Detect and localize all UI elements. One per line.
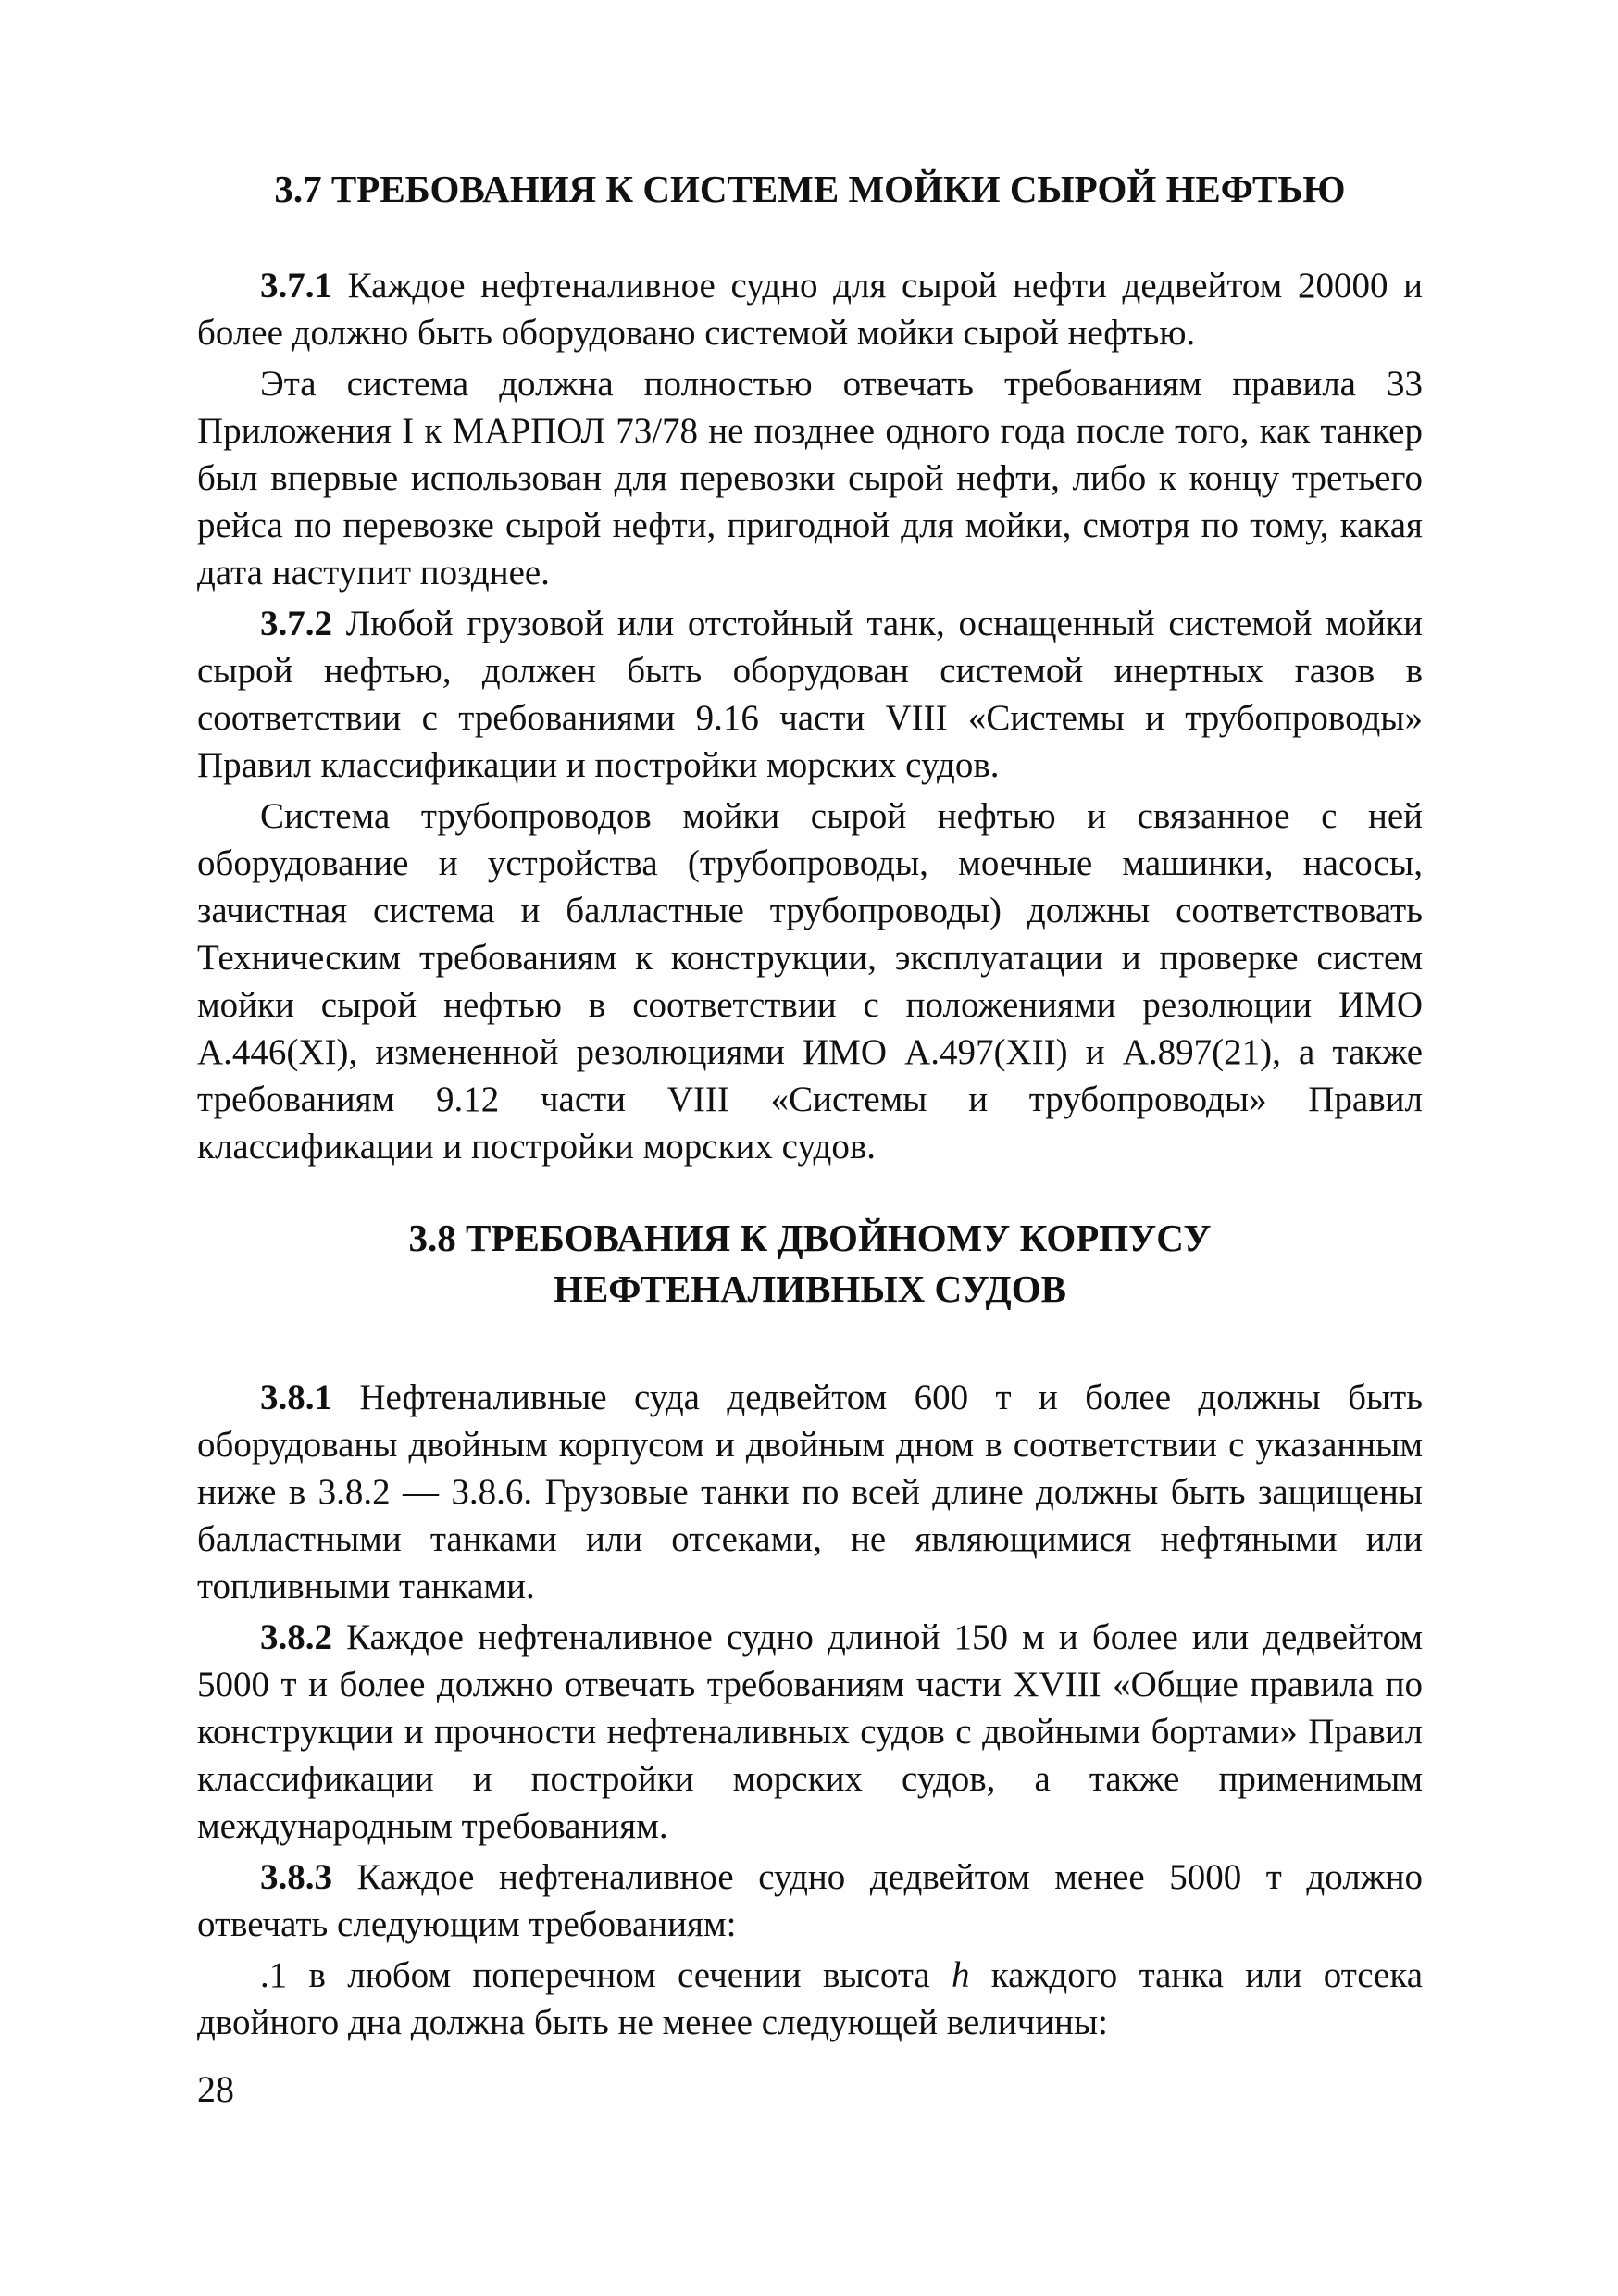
paragraph-3-7-2 <box>197 600 1423 789</box>
paragraph-number: 3.8.2 <box>260 1617 332 1657</box>
paragraph-3-7-2-continued <box>197 792 1423 1170</box>
paragraph-text: Нефтеналивные суда дедвейтом 600 т и более должны быть оборудованы двойным корпусом и двойным дном в соответствии с указанным ниже в 3.8.2 — 3.8.6. Грузовые танки по всей длине должны быть защищены балластными танками или отсеками, не являющимися нефтяными или топливными танками. <box>197 1378 1423 1606</box>
paragraph-3-7-1-continued <box>197 360 1423 596</box>
paragraph-3-8-2 <box>197 1614 1423 1850</box>
paragraph-text: Любой грузовой или отстойный танк, оснащенный системой мойки сырой нефтью, должен быть оборудован системой инертных газов в соответствии с требованиями 9.16 части VIII «Системы и трубопроводы» Правил классификации и постройки морских судов. <box>197 604 1423 785</box>
section-3-8-heading <box>197 1213 1423 1315</box>
paragraph-number: 3.7.1 <box>260 266 332 306</box>
section-3-8-body <box>197 1374 1423 2050</box>
section-3-8-heading-line-2: НЕФТЕНАЛИВНЫХ СУДОВ <box>554 1267 1066 1310</box>
paragraph-3-8-3 <box>197 1853 1423 1948</box>
section-3-7-heading: 3.7 ТРЕБОВАНИЯ К СИСТЕМЕ МОЙКИ СЫРОЙ НЕФТЬЮ <box>274 168 1346 210</box>
paragraph-3-7-1 <box>197 262 1423 356</box>
paragraph-text: каждого танка или отсека двойного дна должна быть не менее следующей величины: <box>197 1955 1424 2042</box>
section-3-8-heading-line-1: 3.8 ТРЕБОВАНИЯ К ДВОЙНОМУ КОРПУСУ <box>408 1217 1212 1259</box>
paragraph-text: .1 в любом поперечном сечении высота <box>260 1955 952 1995</box>
paragraph-number: 3.8.1 <box>260 1378 332 1417</box>
paragraph-3-8-1 <box>197 1374 1423 1610</box>
paragraph-text: Каждое нефтеналивное судно дедвейтом менее 5000 т должно отвечать следующим требованиям: <box>197 1857 1423 1944</box>
paragraph-text: Каждое нефтеналивное судно для сырой нефти дедвейтом 20000 и более должно быть оборудовано системой мойки сырой нефтью. <box>197 266 1423 353</box>
page-number: 28 <box>197 2068 234 2110</box>
paragraph-3-8-3-item-1 <box>197 1952 1423 2046</box>
variable-h: h <box>952 1955 970 1995</box>
paragraph-text: Каждое нефтеналивное судно длиной 150 м и более или дедвейтом 5000 т и более должно отвечать требованиям части XVIII «Общие правила по конструкции и прочности нефтеналивных судов с двойными бортами» Правил классификации и постройки морских судов, а также применимым международным требованиям. <box>197 1617 1423 1846</box>
section-3-7-body <box>197 262 1423 1174</box>
paragraph-text: Система трубопроводов мойки сырой нефтью и связанное с ней оборудование и устройства (трубопроводы, моечные машинки, насосы, зачистная система и балластные трубопроводы) должны соответствовать Техническим требованиям к конструкции, эксплуатации и проверке систем мойки сырой нефтью в соответствии с положениями резолюции ИМО А.446(XI), измененной резолюциями ИМО А.497(XII) и А.897(21), а также требованиям 9.12 части VIII «Системы и трубопроводы» Правил классификации и постройки морских судов. <box>197 796 1423 1167</box>
paragraph-number: 3.7.2 <box>260 604 332 643</box>
paragraph-text: Эта система должна полностью отвечать требованиям правила 33 Приложения I к МАРПОЛ 73/78 не позднее одного года после того, как танкер был впервые использован для перевозки сырой нефти, либо к концу третьего рейса по перевозке сырой нефти, пригодной для мойки, смотря по тому, какая дата наступит позднее. <box>197 364 1423 593</box>
paragraph-number: 3.8.3 <box>260 1857 332 1897</box>
